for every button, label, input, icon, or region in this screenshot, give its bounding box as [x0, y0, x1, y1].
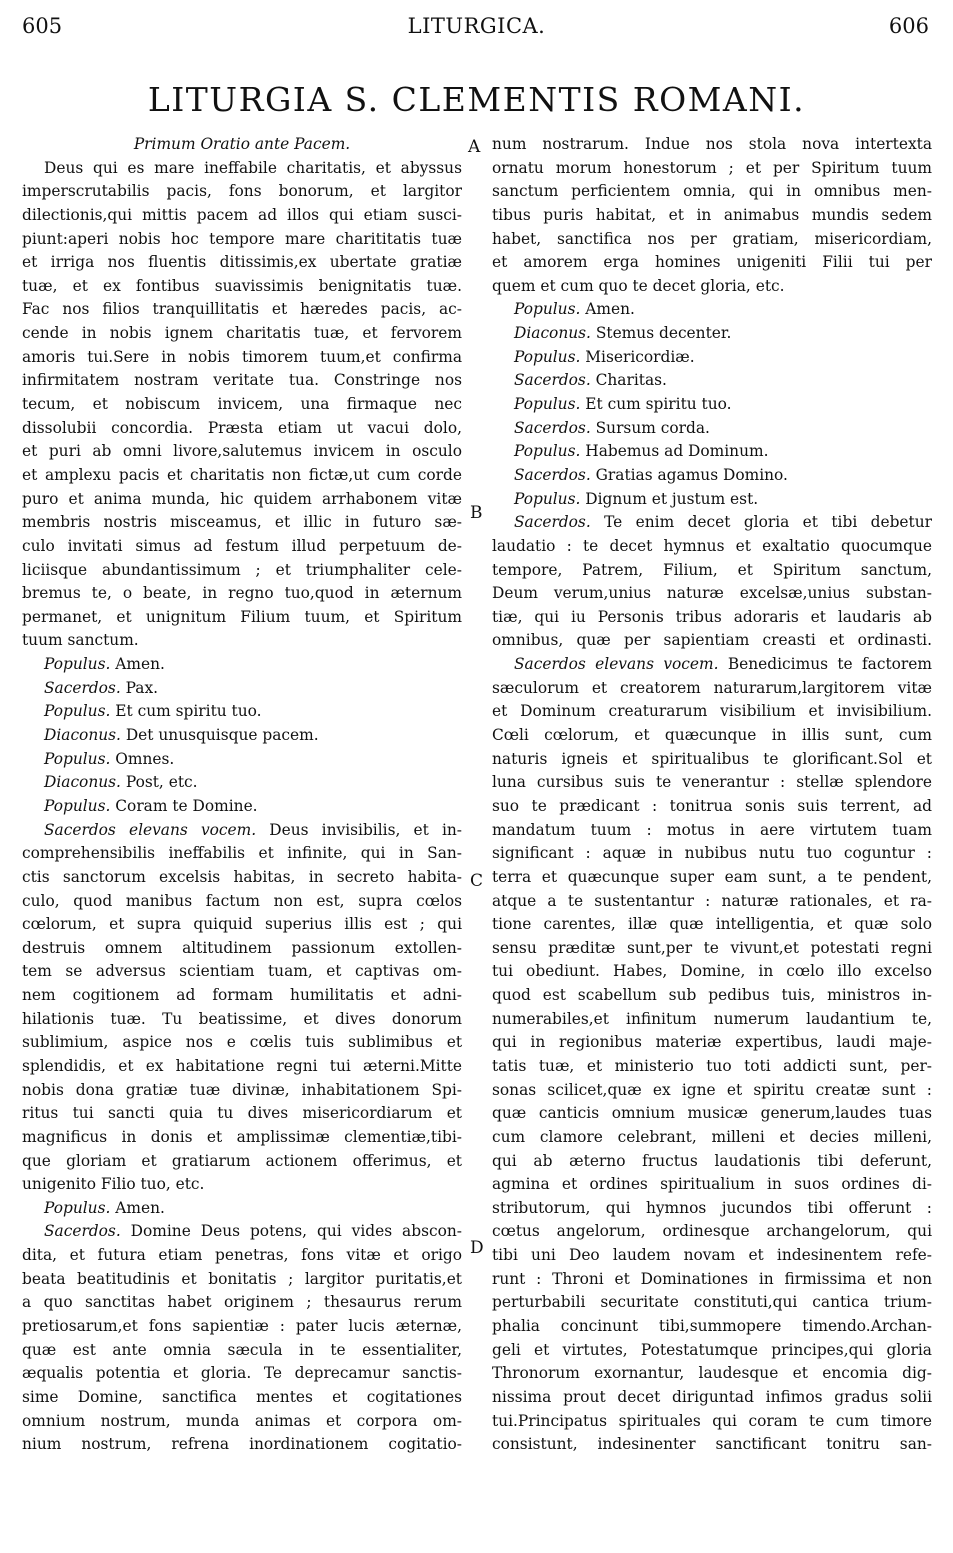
margin-letter-d: D: [470, 1238, 484, 1258]
text-line: [22, 1055, 462, 1079]
line-text: Det unusquisque pacem.: [120, 726, 319, 745]
speaker-label: Populus.: [514, 347, 581, 366]
line-text: infirmitatem nostram veritate tua. Constringe nos: [22, 371, 462, 390]
margin-letter-b: B: [470, 503, 483, 523]
text-line: [22, 488, 462, 512]
text-line: [492, 700, 932, 724]
line-text: Amen.: [110, 655, 165, 674]
line-text: unigenito Filio tuo, etc.: [22, 1175, 205, 1194]
line-text: numerabiles,et infinitum numerum laudantium te,: [492, 1009, 932, 1028]
line-text: quem et cum quo te decet gloria, etc.: [492, 276, 785, 295]
text-line: [22, 417, 462, 441]
line-text: nium nostrum, refrena inordinationem cogitatio-: [22, 1435, 462, 1454]
speaker-label: Sacerdos elevans vocem.: [44, 820, 257, 839]
line-text: Domine Deus potens, qui vides abscon-: [120, 1222, 462, 1241]
text-line: [492, 275, 932, 299]
line-text: piunt:aperi nobis hoc tempore mare charititatis tuæ: [22, 229, 462, 248]
text-line: [22, 913, 462, 937]
line-text: habet, sanctifica nos per gratiam, misericordiam,: [492, 229, 932, 248]
text-line: [492, 1102, 932, 1126]
speaker-label: Sacerdos.: [44, 678, 121, 697]
text-line: [22, 559, 462, 583]
line-text: hilationis tuæ. Tu beatissime, et dives donorum: [22, 1009, 462, 1028]
line-text: quod est scabellum sub pedibus tuis, ministros in-: [492, 986, 932, 1005]
line-text: magnificus in donis et amplissimæ clementiæ,tibi-: [22, 1127, 462, 1146]
line-text: tuum sanctum.: [22, 631, 139, 650]
text-line: [492, 913, 932, 937]
speaker-label: Sacerdos.: [514, 371, 591, 390]
text-line: [22, 629, 462, 653]
text-line: [492, 1433, 932, 1457]
line-text: sonas scilicet,quæ ex igne et spiritu creatæ sunt :: [492, 1080, 932, 1099]
text-line: [22, 653, 462, 677]
line-text: destruis omnem altitudinem passionum extollen-: [22, 938, 462, 957]
text-line: [492, 890, 932, 914]
text-line: [22, 180, 462, 204]
text-line: [22, 890, 462, 914]
speaker-label: Populus.: [514, 489, 581, 508]
line-text: tuæ, et ex fontibus suavissimis benignitatis tuæ.: [22, 276, 462, 295]
text-line: [492, 511, 932, 535]
text-line: [22, 157, 462, 181]
text-line: [22, 606, 462, 630]
speaker-label: Populus.: [44, 796, 111, 815]
line-text: Benedicimus te factorem: [718, 655, 932, 674]
line-text: comprehensibilis ineffabilis et infinite, qui in San-: [22, 844, 462, 863]
page-number-right: 606: [888, 14, 929, 38]
text-line: [492, 1362, 932, 1386]
speaker-label: Sacerdos.: [514, 513, 591, 532]
speaker-label: Populus.: [44, 702, 111, 721]
text-line: [492, 1055, 932, 1079]
text-line: [22, 535, 462, 559]
text-line: [492, 606, 932, 630]
line-text: sime Domine, sanctifica mentes et cogitationes: [22, 1387, 462, 1406]
speaker-label: Diaconus.: [44, 773, 121, 792]
speaker-label: Populus.: [514, 442, 581, 461]
line-text: omnium nostrum, munda animas et corpora om-: [22, 1411, 462, 1430]
line-text: et puri ab omni livore,salutemus invicem in osculo: [22, 442, 462, 461]
text-line: [492, 180, 932, 204]
line-text: tui obediunt. Habes, Domine, in cœlo illo excelso: [492, 962, 932, 981]
text-line: [492, 440, 932, 464]
line-text: luna cursibus suis te venerantur : stellæ splendore: [492, 773, 932, 792]
line-text: mandatum tuum : motus in aere virtutem tuam: [492, 820, 932, 839]
speaker-label: Populus.: [44, 749, 111, 768]
text-line: [492, 1197, 932, 1221]
text-line: [22, 464, 462, 488]
line-text: amoris tui.Sere in nobis timorem tuum,et confirma: [22, 347, 462, 366]
text-line: [22, 346, 462, 370]
text-line: [492, 771, 932, 795]
line-text: puro et anima munda, hic quidem arrhabonem vitæ: [22, 489, 462, 508]
line-text: Gratias agamus Domino.: [590, 465, 788, 484]
text-line: [22, 1150, 462, 1174]
line-text: et Dominum creaturarum visibilium et invisibilium.: [492, 702, 932, 721]
text-line: [22, 1220, 462, 1244]
text-line: [492, 842, 932, 866]
line-text: tecum, et nobiscum invicem, una firmaque nec: [22, 395, 462, 414]
text-line: [22, 369, 462, 393]
text-line: [492, 298, 932, 322]
speaker-label: Diaconus.: [44, 726, 121, 745]
text-line: [492, 464, 932, 488]
text-line: [22, 511, 462, 535]
text-line: [492, 1079, 932, 1103]
line-text: Deus invisibilis, et in-: [256, 820, 462, 839]
text-line: [22, 1291, 462, 1315]
speaker-label: Sacerdos.: [514, 465, 591, 484]
text-line: [22, 1362, 462, 1386]
line-text: Amen.: [580, 300, 635, 319]
text-line: [492, 1150, 932, 1174]
line-text: perturbabili securitate constituti,qui cantica trium-: [492, 1293, 932, 1312]
text-line: [492, 582, 932, 606]
text-line: [492, 133, 932, 157]
line-text: et irriga nos fluentis ditissimis,ex ubertate gratiæ: [22, 253, 462, 272]
line-text: terra et quæcunque super eam sunt, a te pendent,: [492, 867, 932, 886]
text-line: [492, 960, 932, 984]
line-text: splendidis, et ex habitatione regni tui æterni.Mitte: [22, 1056, 462, 1075]
line-text: Te enim decet gloria et tibi debetur: [590, 513, 932, 532]
text-line: [492, 1386, 932, 1410]
text-line: [492, 322, 932, 346]
text-line: [22, 275, 462, 299]
line-text: nem cogitionem ad formam humilitatis et adni-: [22, 986, 462, 1005]
line-text: tiæ, qui iu Personis tribus adoraris et laudaris ab: [492, 607, 932, 626]
line-text: Thronorum exornantur, laudesque et encomia dig-: [492, 1364, 932, 1383]
text-line: [22, 1197, 462, 1221]
line-text: atque a te sustentantur : naturæ rationales, et ra-: [492, 891, 932, 910]
line-text: sublimium, aspice nos e cœlis tuis sublimibus et: [22, 1033, 462, 1052]
text-line: [22, 819, 462, 843]
text-line: [492, 559, 932, 583]
text-line: [492, 866, 932, 890]
line-text: Pax.: [120, 678, 159, 697]
text-line: [492, 1220, 932, 1244]
line-text: æqualis potentia et gloria. Te deprecamur sanctis-: [22, 1364, 462, 1383]
text-line: [492, 1126, 932, 1150]
text-line: [492, 346, 932, 370]
text-line: [22, 204, 462, 228]
text-line: [22, 842, 462, 866]
text-line: [22, 1079, 462, 1103]
line-text: bremus te, o beate, in regno tuo,quod in æternum: [22, 584, 462, 603]
line-text: tione carentes, illæ quæ intelligentia, et quæ solo: [492, 915, 932, 934]
line-text: ritus tui sancti quia tu dives misericordiarum et: [22, 1104, 462, 1123]
line-text: dita, et futura etiam penetras, fons vitæ et origo: [22, 1246, 462, 1265]
line-text: Deum verum,unius naturæ excelsæ,unius substan-: [492, 584, 932, 603]
text-line: [492, 1410, 932, 1434]
left-column: [22, 133, 462, 1457]
text-line: [22, 393, 462, 417]
text-line: [22, 866, 462, 890]
text-line: [492, 393, 932, 417]
text-line: [492, 795, 932, 819]
speaker-label: Sacerdos elevans vocem.: [514, 655, 719, 674]
text-line: [22, 440, 462, 464]
speaker-label: Sacerdos.: [514, 418, 591, 437]
margin-letter-c: C: [470, 871, 484, 891]
line-text: culo invitati simus ad festum illud perpetuum de-: [22, 536, 462, 555]
text-line: [22, 322, 462, 346]
text-line: [22, 251, 462, 275]
text-line: [22, 133, 462, 157]
line-text: sensu præditæ sunt,per te vivunt,et potestati regni: [492, 938, 932, 957]
running-header: [0, 14, 953, 44]
text-line: [22, 1031, 462, 1055]
text-line: [492, 819, 932, 843]
speaker-label: Populus.: [44, 1198, 111, 1217]
line-text: imperscrutabilis pacis, fons bonorum, et largitor: [22, 182, 462, 201]
line-text: nobis dona gratiæ tuæ divinæ, inhabitationem Spi-: [22, 1080, 462, 1099]
line-text: Dignum et justum est.: [580, 489, 759, 508]
text-line: [492, 748, 932, 772]
text-line: [492, 417, 932, 441]
text-line: [22, 724, 462, 748]
line-text: cende in nobis ignem charitatis tuæ, et fervorem: [22, 324, 462, 343]
line-text: pretiosarum,et fons sapientiæ : pater lucis æternæ,: [22, 1317, 462, 1336]
line-text: runt : Throni et Dominationes in firmissima et non: [492, 1269, 932, 1288]
line-text: Fac nos filios tranquillitatis et hæredes pacis, ac-: [22, 300, 462, 319]
line-text: Et cum spiritu tuo.: [580, 395, 732, 414]
text-line: [22, 960, 462, 984]
text-line: [22, 1173, 462, 1197]
line-text: tibi uni Deo laudem novam et indesinentem refe-: [492, 1246, 932, 1265]
page-title: LITURGIA S. CLEMENTIS ROMANI.: [147, 80, 806, 119]
line-text: tem se adversus scientiam tuam, et captivas om-: [22, 962, 462, 981]
text-line: [22, 1102, 462, 1126]
line-text: Sursum corda.: [590, 418, 710, 437]
line-text: Deus qui es mare ineffabile charitatis, et abyssus: [44, 158, 462, 177]
line-text: Charitas.: [590, 371, 667, 390]
margin-letter-a: A: [468, 137, 481, 157]
line-text: Amen.: [110, 1198, 165, 1217]
speaker-label: Primum Oratio ante Pacem.: [133, 135, 351, 153]
line-text: ornatu morum honestorum ; et per Spiritum tuum: [492, 158, 932, 177]
line-text: omnibus, quæ per sapientiam creasti et ordinasti.: [492, 631, 932, 650]
text-line: [22, 1433, 462, 1457]
line-text: Et cum spiritu tuo.: [110, 702, 262, 721]
text-line: [492, 488, 932, 512]
line-text: permanet, et unignitum Filium tuum, et Spiritum: [22, 607, 462, 626]
line-text: cœtus angelorum, ordinesque archangelorum, qui: [492, 1222, 932, 1241]
text-line: [492, 228, 932, 252]
text-line: [492, 1008, 932, 1032]
text-line: [22, 748, 462, 772]
line-text: membris nostris misceamus, et illic in futuro sæ-: [22, 513, 462, 532]
text-line: [22, 1386, 462, 1410]
line-text: sanctum perficientem omnia, qui in omnibus men-: [492, 182, 932, 201]
text-line: [22, 1410, 462, 1434]
line-text: culo, quod manibus factum non est, supra cœlos: [22, 891, 462, 910]
text-line: [22, 1339, 462, 1363]
line-text: tui.Principatus spirituales qui coram te cum timore: [492, 1411, 932, 1430]
line-text: et amorem erga homines unigeniti Filii tui per: [492, 253, 932, 272]
text-line: [492, 1268, 932, 1292]
text-line: [492, 653, 932, 677]
text-line: [492, 677, 932, 701]
line-text: stributorum, qui hymnos jucundos tibi offerunt :: [492, 1198, 932, 1217]
speaker-label: Populus.: [44, 655, 111, 674]
running-title: LITURGICA.: [407, 14, 546, 38]
line-text: cœlorum, et supra quiquid superius illis est ; qui: [22, 915, 462, 934]
line-text: que gloriam et gratiarum actionem offerimus, et: [22, 1151, 462, 1170]
line-text: laudatio : te decet hymnus et exaltatio quocumque: [492, 536, 932, 555]
right-column: [492, 133, 932, 1457]
line-text: tatis tuæ, et ministerio tuo toti addicti sunt, per-: [492, 1056, 932, 1075]
line-text: consistunt, indesinenter sanctificant tonitru san-: [492, 1435, 932, 1454]
text-line: [22, 677, 462, 701]
text-line: [492, 204, 932, 228]
line-text: Stemus decenter.: [590, 324, 732, 343]
text-line: [22, 228, 462, 252]
text-line: [22, 1244, 462, 1268]
line-text: liciisque abundantissimum ; et triumphaliter cele-: [22, 560, 462, 579]
page-number-left: 605: [22, 14, 63, 38]
text-line: [492, 535, 932, 559]
text-line: [492, 1291, 932, 1315]
text-line: [22, 1268, 462, 1292]
text-line: [22, 582, 462, 606]
text-line: [22, 984, 462, 1008]
line-text: num nostrarum. Indue nos stola nova intertexta: [492, 135, 932, 153]
line-text: nissima prout decet diriguntad infimos gradus solii: [492, 1387, 932, 1406]
line-text: Post, etc.: [120, 773, 198, 792]
text-line: [492, 157, 932, 181]
text-line: [492, 369, 932, 393]
speaker-label: Diaconus.: [514, 324, 591, 343]
line-text: a quo sanctitas habet originem ; thesaurus rerum: [22, 1293, 462, 1312]
text-line: [22, 937, 462, 961]
line-text: tempore, Patrem, Filium, et Spiritum sanctum,: [492, 560, 932, 579]
text-line: [22, 795, 462, 819]
text-line: [492, 1031, 932, 1055]
text-line: [492, 1244, 932, 1268]
line-text: Coram te Domine.: [110, 796, 258, 815]
line-text: dilectionis,qui mittis pacem ad illos qui etiam susci-: [22, 205, 462, 224]
speaker-label: Populus.: [514, 300, 581, 319]
line-text: geli et virtutes, Potestatumque principes,qui gloria: [492, 1340, 932, 1359]
text-line: [22, 700, 462, 724]
text-line: [492, 984, 932, 1008]
line-text: tibus puris habitat, et in animabus mundis sedem: [492, 205, 932, 224]
line-text: agmina et ordines spiritualium in suos ordines di-: [492, 1175, 932, 1194]
speaker-label: Populus.: [514, 395, 581, 414]
text-line: [492, 1339, 932, 1363]
line-text: qui in regionibus materiæ expertibus, laudi maje-: [492, 1033, 932, 1052]
text-line: [22, 771, 462, 795]
text-line: [22, 1126, 462, 1150]
line-text: qui ab æterno fructus laudationis tibi deferunt,: [492, 1151, 932, 1170]
line-text: sæculorum et creatorem naturarum,largitorem vitæ: [492, 678, 932, 697]
text-line: [492, 1315, 932, 1339]
line-text: quæ canticis omnium musicæ generum,laudes tuas: [492, 1104, 932, 1123]
line-text: Habemus ad Dominum.: [580, 442, 769, 461]
text-line: [492, 251, 932, 275]
line-text: Misericordiæ.: [580, 347, 695, 366]
text-line: [492, 629, 932, 653]
text-line: [492, 1173, 932, 1197]
text-line: [492, 937, 932, 961]
text-line: [22, 298, 462, 322]
line-text: beata beatitudinis et bonitatis ; largitor puritatis,et: [22, 1269, 462, 1288]
line-text: suo te prædicant : tonitrua sonis suis terrent, ad: [492, 796, 932, 815]
text-line: [22, 1008, 462, 1032]
line-text: cum clamore celebrant, milleni et decies milleni,: [492, 1127, 932, 1146]
line-text: quæ est ante omnia sæcula in te essentialiter,: [22, 1340, 462, 1359]
line-text: naturis igneis et spiritualibus te glorificant.Sol et: [492, 749, 932, 768]
text-line: [492, 724, 932, 748]
line-text: Cœli cœlorum, et quæcunque in illis sunt, cum: [492, 726, 932, 745]
line-text: significant : aquæ in nubibus nutu tuo coguntur :: [492, 844, 932, 863]
text-line: [22, 1315, 462, 1339]
speaker-label: Sacerdos.: [44, 1222, 121, 1241]
line-text: dissolubii concordia. Præsta etiam ut vacui dolo,: [22, 418, 462, 437]
line-text: phalia concinunt tibi,summopere timendo.Archan-: [492, 1317, 932, 1336]
line-text: Omnes.: [110, 749, 175, 768]
line-text: et amplexu pacis et charitatis non fictæ,ut cum corde: [22, 465, 462, 484]
line-text: ctis sanctorum excelsis habitas, in secreto habita-: [22, 867, 462, 886]
